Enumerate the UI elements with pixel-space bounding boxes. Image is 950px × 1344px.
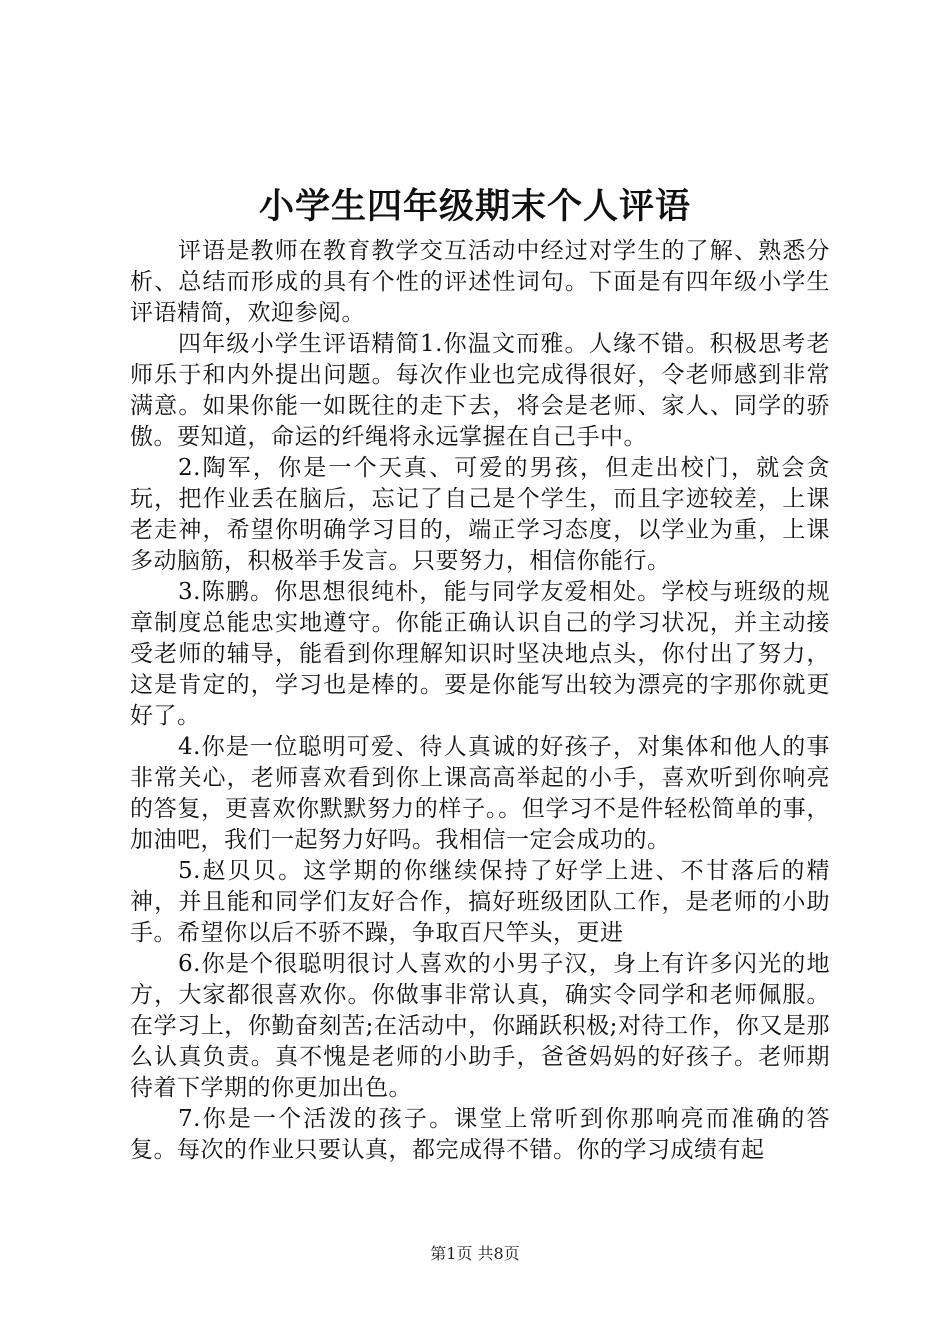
paragraph-comment-5: 5.赵贝贝。这学期的你继续保持了好学上进、不甘落后的精神，并且能和同学们友好合作，搞好班级团队工作，是老师的小助手。希望你以后不骄不躁，争取百尺竿头，更进 [130, 858, 830, 946]
paragraph-intro: 评语是教师在教育教学交互活动中经过对学生的了解、熟悉分析、总结而形成的具有个性的评述性词句。下面是有四年级小学生评语精简，欢迎参阅。 [130, 238, 830, 326]
paragraph-comment-3: 3.陈鹏。你思想很纯朴，能与同学友爱相处。学校与班级的规章制度总能忠实地遵守。你能正确认识自己的学习状况，并主动接受老师的辅导，能看到你理解知识时坚决地点头，你付出了努力，这是肯定的，学习也是棒的。要是你能写出较为漂亮的字那你就更好了。 [130, 579, 830, 729]
paragraph-comment-6: 6.你是个很聪明很讨人喜欢的小男子汉，身上有许多闪光的地方，大家都很喜欢你。你做事非常认真，确实令同学和老师佩服。在学习上，你勤奋刻苦;在活动中，你踊跃积极;对待工作，你又是那么认真负责。真不愧是老师的小助手，爸爸妈妈的好孩子。老师期待着下学期的你更加出色。 [130, 951, 830, 1101]
document-body [130, 236, 830, 1166]
paragraph-comment-7: 7.你是一个活泼的孩子。课堂上常听到你那响亮而准确的答复。每次的作业只要认真，都完成得不错。你的学习成绩有起 [130, 1106, 830, 1163]
document-title: 小学生四年级期末个人评语 [258, 186, 691, 227]
paragraph-comment-2: 2.陶军，你是一个天真、可爱的男孩，但走出校门，就会贪玩，把作业丢在脑后，忘记了自己是个学生，而且字迹较差，上课老走神，希望你明确学习目的，端正学习态度，以学业为重，上课多动脑筋，积极举手发言。只要努力，相信你能行。 [130, 455, 830, 574]
paragraph-comment-4: 4.你是一位聪明可爱、待人真诚的好孩子，对集体和他人的事非常关心，老师喜欢看到你上课高高举起的小手，喜欢听到你响亮的答复，更喜欢你默默努力的样子。。但学习不是件轻松简单的事，加油吧，我们一起努力好吗。我相信一定会成功的。 [130, 734, 830, 853]
page-number-footer: 第1页 共8页 [430, 1244, 520, 1263]
paragraph-comment-1: 四年级小学生评语精简1.你温文而雅。人缘不错。积极思考老师乐于和内外提出问题。每次作业也完成得很好，令老师感到非常满意。如果你能一如既往的走下去，将会是老师、家人、同学的骄傲。要知道，命运的纤绳将永远掌握在自己手中。 [130, 331, 830, 450]
